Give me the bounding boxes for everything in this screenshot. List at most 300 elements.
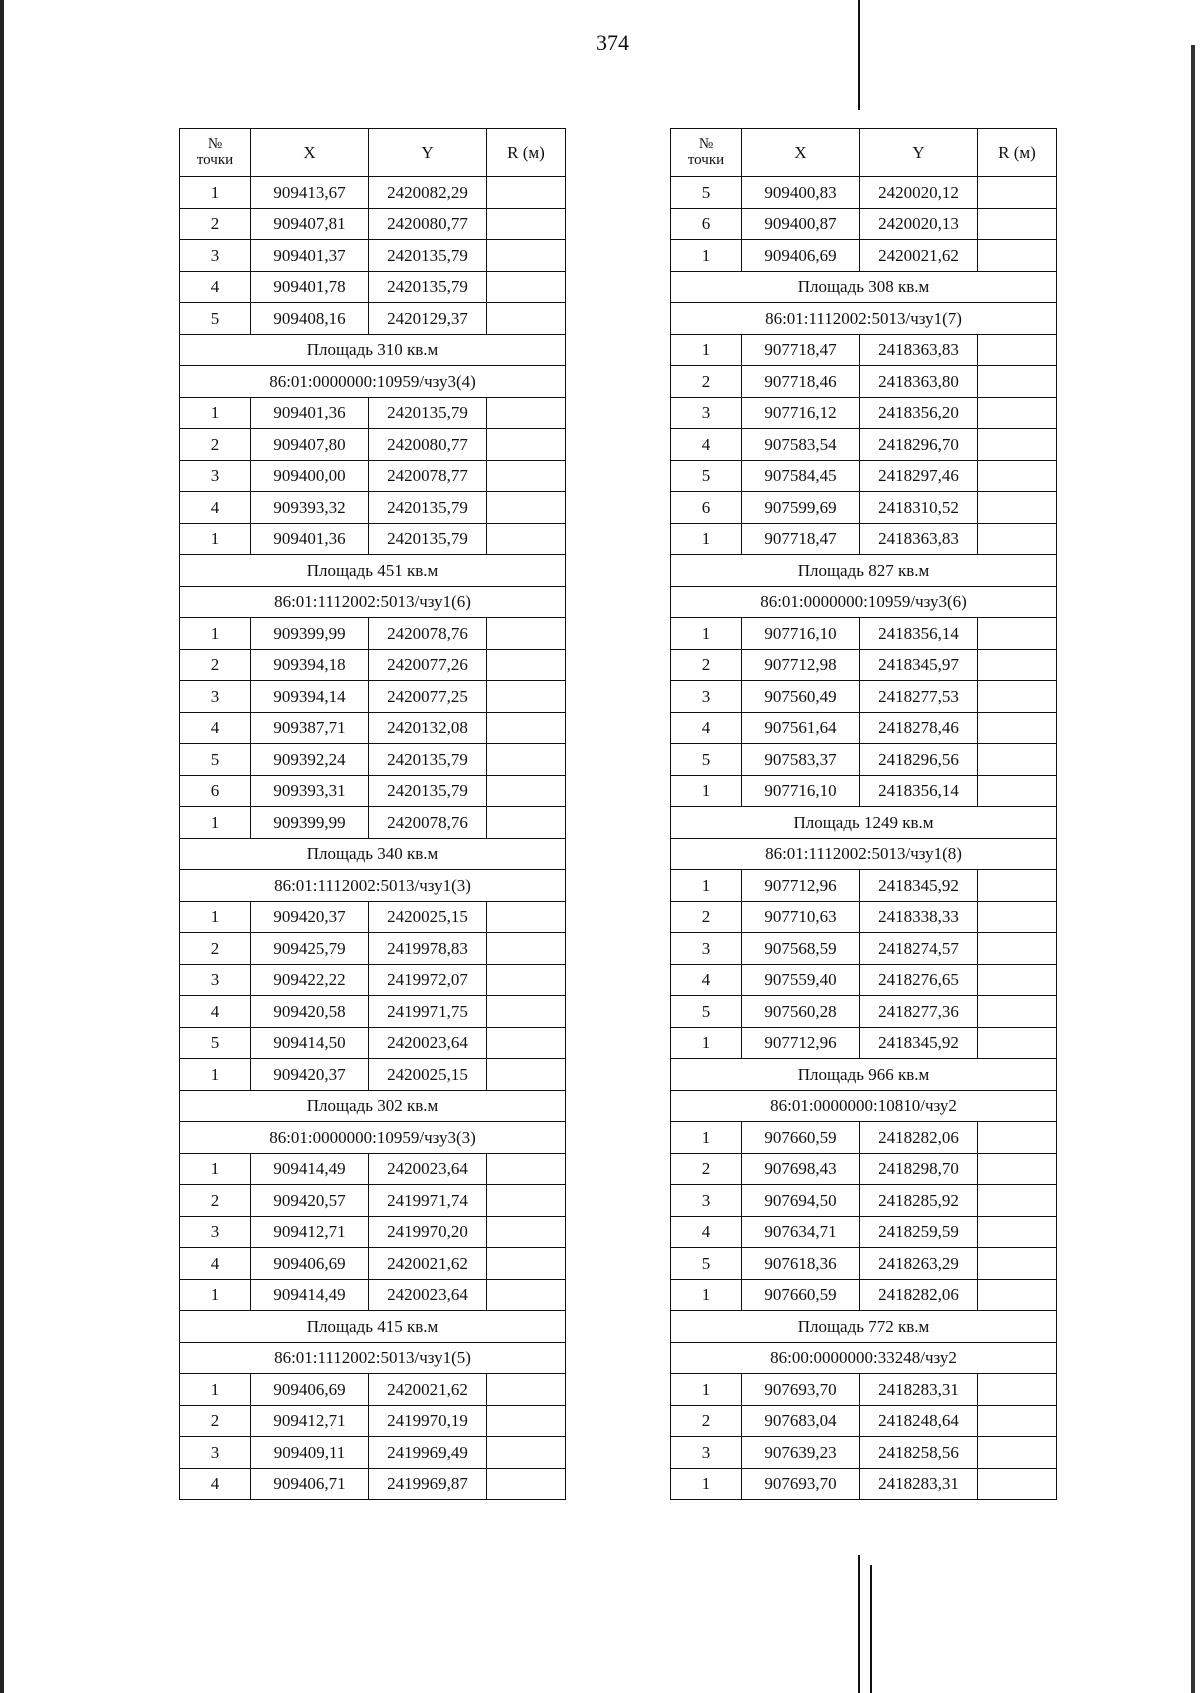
point-no-cell: 2 <box>671 366 742 398</box>
x-cell: 907718,46 <box>742 366 860 398</box>
y-cell: 2420025,15 <box>369 1059 487 1091</box>
section-label: Площадь 302 кв.м <box>180 1090 566 1122</box>
table-row <box>671 208 1057 240</box>
r-cell <box>978 177 1057 209</box>
point-no-cell: 1 <box>671 334 742 366</box>
table-row <box>671 649 1057 681</box>
r-cell <box>978 712 1057 744</box>
x-cell: 907583,54 <box>742 429 860 461</box>
x-cell: 909407,81 <box>251 208 369 240</box>
table-row <box>671 744 1057 776</box>
point-no-cell: 2 <box>671 901 742 933</box>
point-no-cell: 1 <box>671 1027 742 1059</box>
point-no-cell: 4 <box>180 1248 251 1280</box>
table-row <box>180 1279 566 1311</box>
section-label: 86:01:1112002:5013/чзу1(6) <box>180 586 566 618</box>
x-cell: 907639,23 <box>742 1437 860 1469</box>
x-cell: 909406,69 <box>251 1374 369 1406</box>
x-cell: 907584,45 <box>742 460 860 492</box>
table-row <box>671 870 1057 902</box>
r-cell <box>487 271 566 303</box>
table-section-row <box>180 586 566 618</box>
table-section-row <box>671 271 1057 303</box>
table-section-row <box>180 1090 566 1122</box>
table-row <box>671 712 1057 744</box>
y-cell: 2418356,20 <box>860 397 978 429</box>
x-cell: 907712,96 <box>742 870 860 902</box>
r-cell <box>978 366 1057 398</box>
x-cell: 909420,37 <box>251 901 369 933</box>
y-cell: 2418363,83 <box>860 523 978 555</box>
x-cell: 909422,22 <box>251 964 369 996</box>
point-no-cell: 3 <box>180 1437 251 1469</box>
table-row <box>180 1059 566 1091</box>
binding-line-bottom <box>858 1555 860 1693</box>
header-x: X <box>742 129 860 177</box>
y-cell: 2418276,65 <box>860 964 978 996</box>
table-row <box>180 901 566 933</box>
y-cell: 2420023,64 <box>369 1027 487 1059</box>
table-row <box>180 1185 566 1217</box>
point-no-cell: 1 <box>671 1279 742 1311</box>
point-no-cell: 1 <box>180 901 251 933</box>
x-cell: 909420,57 <box>251 1185 369 1217</box>
table-row <box>671 964 1057 996</box>
r-cell <box>978 1437 1057 1469</box>
header-row <box>180 129 566 177</box>
table-section-row <box>671 807 1057 839</box>
x-cell: 907683,04 <box>742 1405 860 1437</box>
x-cell: 909401,78 <box>251 271 369 303</box>
r-cell <box>978 1185 1057 1217</box>
x-cell: 909394,14 <box>251 681 369 713</box>
y-cell: 2418282,06 <box>860 1279 978 1311</box>
point-no-cell: 1 <box>180 1153 251 1185</box>
header-r: R (м) <box>487 129 566 177</box>
section-label: 86:01:1112002:5013/чзу1(5) <box>180 1342 566 1374</box>
point-no-cell: 5 <box>180 1027 251 1059</box>
x-cell: 907560,49 <box>742 681 860 713</box>
y-cell: 2418248,64 <box>860 1405 978 1437</box>
r-cell <box>978 429 1057 461</box>
point-no-cell: 1 <box>671 775 742 807</box>
table-row <box>671 681 1057 713</box>
x-cell: 909399,99 <box>251 618 369 650</box>
table-section-row <box>671 838 1057 870</box>
x-cell: 909413,67 <box>251 177 369 209</box>
header-row <box>671 129 1057 177</box>
y-cell: 2420020,13 <box>860 208 978 240</box>
r-cell <box>487 492 566 524</box>
x-cell: 909393,31 <box>251 775 369 807</box>
y-cell: 2418310,52 <box>860 492 978 524</box>
y-cell: 2419972,07 <box>369 964 487 996</box>
y-cell: 2420021,62 <box>369 1248 487 1280</box>
y-cell: 2420135,79 <box>369 744 487 776</box>
r-cell <box>978 870 1057 902</box>
header-no-label: точки <box>196 151 234 168</box>
r-cell <box>487 712 566 744</box>
table-row <box>180 996 566 1028</box>
table-row <box>671 1437 1057 1469</box>
r-cell <box>978 208 1057 240</box>
point-no-cell: 1 <box>180 1374 251 1406</box>
table-row <box>180 933 566 965</box>
section-label: Площадь 308 кв.м <box>671 271 1057 303</box>
r-cell <box>487 177 566 209</box>
x-cell: 909414,50 <box>251 1027 369 1059</box>
r-cell <box>487 523 566 555</box>
x-cell: 909420,58 <box>251 996 369 1028</box>
x-cell: 907693,70 <box>742 1374 860 1406</box>
table-row <box>671 334 1057 366</box>
left-coordinates-table <box>179 128 566 1500</box>
table-row <box>671 1216 1057 1248</box>
x-cell: 907693,70 <box>742 1468 860 1500</box>
y-cell: 2418345,92 <box>860 1027 978 1059</box>
table-row <box>180 429 566 461</box>
r-cell <box>487 208 566 240</box>
y-cell: 2420077,25 <box>369 681 487 713</box>
x-cell: 909400,83 <box>742 177 860 209</box>
section-label: Площадь 310 кв.м <box>180 334 566 366</box>
table-row <box>671 1279 1057 1311</box>
point-no-cell: 2 <box>180 1185 251 1217</box>
y-cell: 2418356,14 <box>860 775 978 807</box>
r-cell <box>487 1279 566 1311</box>
point-no-cell: 3 <box>180 964 251 996</box>
x-cell: 909399,99 <box>251 807 369 839</box>
scan-right-edge <box>1191 45 1195 1693</box>
table-row <box>180 744 566 776</box>
y-cell: 2420082,29 <box>369 177 487 209</box>
point-no-cell: 3 <box>180 681 251 713</box>
point-no-cell: 5 <box>671 1248 742 1280</box>
table-row <box>180 775 566 807</box>
r-cell <box>978 649 1057 681</box>
table-section-row <box>671 303 1057 335</box>
table-row <box>671 1185 1057 1217</box>
x-cell: 907716,10 <box>742 618 860 650</box>
x-cell: 907698,43 <box>742 1153 860 1185</box>
table-row <box>180 1248 566 1280</box>
table-row <box>671 460 1057 492</box>
r-cell <box>487 397 566 429</box>
y-cell: 2418363,80 <box>860 366 978 398</box>
y-cell: 2420132,08 <box>369 712 487 744</box>
point-no-cell: 5 <box>180 744 251 776</box>
x-cell: 907599,69 <box>742 492 860 524</box>
table-row <box>180 681 566 713</box>
table-row <box>671 1374 1057 1406</box>
point-no-cell: 1 <box>671 523 742 555</box>
table-row <box>180 1153 566 1185</box>
x-cell: 909387,71 <box>251 712 369 744</box>
point-no-cell: 2 <box>671 649 742 681</box>
y-cell: 2418356,14 <box>860 618 978 650</box>
y-cell: 2418278,46 <box>860 712 978 744</box>
y-cell: 2420023,64 <box>369 1153 487 1185</box>
table-row <box>671 366 1057 398</box>
point-no-cell: 2 <box>671 1153 742 1185</box>
x-cell: 907718,47 <box>742 334 860 366</box>
y-cell: 2420135,79 <box>369 240 487 272</box>
header-no-symbol: № <box>698 135 714 152</box>
section-label: 86:01:1112002:5013/чзу1(7) <box>671 303 1057 335</box>
point-no-cell: 3 <box>671 397 742 429</box>
point-no-cell: 1 <box>180 177 251 209</box>
r-cell <box>978 933 1057 965</box>
point-no-cell: 4 <box>180 1468 251 1500</box>
point-no-cell: 5 <box>671 177 742 209</box>
y-cell: 2420078,76 <box>369 618 487 650</box>
table-row <box>671 618 1057 650</box>
point-no-cell: 4 <box>180 492 251 524</box>
point-no-cell: 6 <box>671 492 742 524</box>
right-coordinates-table <box>670 128 1057 1500</box>
point-no-cell: 3 <box>671 681 742 713</box>
r-cell <box>487 775 566 807</box>
r-cell <box>978 775 1057 807</box>
r-cell <box>978 996 1057 1028</box>
table-row <box>671 901 1057 933</box>
r-cell <box>978 1027 1057 1059</box>
x-cell: 909412,71 <box>251 1405 369 1437</box>
section-label: Площадь 340 кв.м <box>180 838 566 870</box>
r-cell <box>978 744 1057 776</box>
table-row <box>671 933 1057 965</box>
table-row <box>180 240 566 272</box>
table-section-row <box>671 1311 1057 1343</box>
x-cell: 909414,49 <box>251 1153 369 1185</box>
y-cell: 2420129,37 <box>369 303 487 335</box>
r-cell <box>487 1374 566 1406</box>
table-row <box>180 964 566 996</box>
table-section-row <box>671 555 1057 587</box>
table-row <box>180 460 566 492</box>
x-cell: 907618,36 <box>742 1248 860 1280</box>
point-no-cell: 1 <box>180 523 251 555</box>
r-cell <box>487 1059 566 1091</box>
table-row <box>671 1027 1057 1059</box>
point-no-cell: 3 <box>671 933 742 965</box>
table-section-row <box>180 838 566 870</box>
y-cell: 2420080,77 <box>369 429 487 461</box>
header-point-no <box>671 129 742 177</box>
point-no-cell: 2 <box>180 933 251 965</box>
table-row <box>671 1405 1057 1437</box>
table-row <box>671 429 1057 461</box>
r-cell <box>978 492 1057 524</box>
y-cell: 2418296,70 <box>860 429 978 461</box>
r-cell <box>487 681 566 713</box>
table-row <box>180 492 566 524</box>
r-cell <box>487 964 566 996</box>
r-cell <box>487 933 566 965</box>
x-cell: 909401,36 <box>251 523 369 555</box>
section-label: 86:01:0000000:10810/чзу2 <box>671 1090 1057 1122</box>
table-row <box>671 775 1057 807</box>
section-label: Площадь 451 кв.м <box>180 555 566 587</box>
r-cell <box>978 334 1057 366</box>
table-section-row <box>671 1342 1057 1374</box>
x-cell: 907710,63 <box>742 901 860 933</box>
x-cell: 907583,37 <box>742 744 860 776</box>
point-no-cell: 2 <box>180 649 251 681</box>
table-section-row <box>180 366 566 398</box>
x-cell: 909414,49 <box>251 1279 369 1311</box>
table-row <box>180 1216 566 1248</box>
section-label: Площадь 772 кв.м <box>671 1311 1057 1343</box>
x-cell: 907561,64 <box>742 712 860 744</box>
header-point-no <box>180 129 251 177</box>
y-cell: 2418285,92 <box>860 1185 978 1217</box>
point-no-cell: 1 <box>180 397 251 429</box>
x-cell: 909409,11 <box>251 1437 369 1469</box>
table-row <box>180 271 566 303</box>
r-cell <box>487 460 566 492</box>
table-row <box>180 1405 566 1437</box>
y-cell: 2420078,76 <box>369 807 487 839</box>
x-cell: 909392,24 <box>251 744 369 776</box>
y-cell: 2418283,31 <box>860 1374 978 1406</box>
table-row <box>180 177 566 209</box>
table-row <box>671 1248 1057 1280</box>
r-cell <box>978 240 1057 272</box>
r-cell <box>487 1185 566 1217</box>
x-cell: 909393,32 <box>251 492 369 524</box>
point-no-cell: 4 <box>671 964 742 996</box>
y-cell: 2419970,19 <box>369 1405 487 1437</box>
section-label: 86:01:0000000:10959/чзу3(4) <box>180 366 566 398</box>
x-cell: 907694,50 <box>742 1185 860 1217</box>
table-row <box>671 1468 1057 1500</box>
section-label: 86:01:0000000:10959/чзу3(3) <box>180 1122 566 1154</box>
x-cell: 907560,28 <box>742 996 860 1028</box>
point-no-cell: 3 <box>180 1216 251 1248</box>
point-no-cell: 1 <box>671 1122 742 1154</box>
table-row <box>180 1468 566 1500</box>
point-no-cell: 2 <box>180 429 251 461</box>
y-cell: 2418345,92 <box>860 870 978 902</box>
x-cell: 907716,12 <box>742 397 860 429</box>
y-cell: 2419978,83 <box>369 933 487 965</box>
table-row <box>180 1437 566 1469</box>
x-cell: 909406,69 <box>742 240 860 272</box>
table-row <box>671 1153 1057 1185</box>
x-cell: 907660,59 <box>742 1279 860 1311</box>
y-cell: 2419971,75 <box>369 996 487 1028</box>
x-cell: 907712,98 <box>742 649 860 681</box>
point-no-cell: 2 <box>180 208 251 240</box>
y-cell: 2418282,06 <box>860 1122 978 1154</box>
r-cell <box>487 1027 566 1059</box>
r-cell <box>487 807 566 839</box>
point-no-cell: 1 <box>180 618 251 650</box>
point-no-cell: 4 <box>671 1216 742 1248</box>
x-cell: 907718,47 <box>742 523 860 555</box>
x-cell: 909401,37 <box>251 240 369 272</box>
point-no-cell: 6 <box>180 775 251 807</box>
point-no-cell: 4 <box>180 712 251 744</box>
table-section-row <box>180 1342 566 1374</box>
x-cell: 907712,96 <box>742 1027 860 1059</box>
x-cell: 907559,40 <box>742 964 860 996</box>
r-cell <box>978 901 1057 933</box>
point-no-cell: 3 <box>180 240 251 272</box>
header-no-label: точки <box>687 151 725 168</box>
r-cell <box>978 964 1057 996</box>
binding-line-top <box>858 0 860 110</box>
y-cell: 2420135,79 <box>369 397 487 429</box>
x-cell: 909394,18 <box>251 649 369 681</box>
section-label: Площадь 966 кв.м <box>671 1059 1057 1091</box>
r-cell <box>978 1122 1057 1154</box>
section-label: 86:01:1112002:5013/чзу1(3) <box>180 870 566 902</box>
table-row <box>180 523 566 555</box>
y-cell: 2420078,77 <box>369 460 487 492</box>
x-cell: 909406,71 <box>251 1468 369 1500</box>
header-r: R (м) <box>978 129 1057 177</box>
r-cell <box>487 1153 566 1185</box>
r-cell <box>487 1248 566 1280</box>
y-cell: 2420023,64 <box>369 1279 487 1311</box>
table-section-row <box>671 586 1057 618</box>
r-cell <box>487 996 566 1028</box>
x-cell: 907568,59 <box>742 933 860 965</box>
point-no-cell: 1 <box>180 1279 251 1311</box>
y-cell: 2418277,53 <box>860 681 978 713</box>
point-no-cell: 1 <box>671 1468 742 1500</box>
y-cell: 2418259,59 <box>860 1216 978 1248</box>
point-no-cell: 4 <box>180 996 251 1028</box>
table-section-row <box>180 555 566 587</box>
table-row <box>180 1027 566 1059</box>
y-cell: 2418263,29 <box>860 1248 978 1280</box>
r-cell <box>487 303 566 335</box>
point-no-cell: 1 <box>671 1374 742 1406</box>
y-cell: 2418363,83 <box>860 334 978 366</box>
r-cell <box>978 397 1057 429</box>
y-cell: 2419971,74 <box>369 1185 487 1217</box>
y-cell: 2419969,49 <box>369 1437 487 1469</box>
point-no-cell: 1 <box>180 1059 251 1091</box>
page-number: 374 <box>596 30 629 55</box>
table-row <box>671 177 1057 209</box>
r-cell <box>487 1468 566 1500</box>
r-cell <box>487 429 566 461</box>
point-no-cell: 3 <box>671 1185 742 1217</box>
y-cell: 2420135,79 <box>369 775 487 807</box>
y-cell: 2420020,12 <box>860 177 978 209</box>
point-no-cell: 5 <box>671 460 742 492</box>
table-row <box>671 240 1057 272</box>
x-cell: 907716,10 <box>742 775 860 807</box>
header-y: Y <box>860 129 978 177</box>
r-cell <box>978 1248 1057 1280</box>
table-row <box>671 492 1057 524</box>
scan-left-edge <box>0 0 4 1693</box>
point-no-cell: 2 <box>671 1405 742 1437</box>
point-no-cell: 4 <box>180 271 251 303</box>
table-row <box>671 397 1057 429</box>
header-y: Y <box>369 129 487 177</box>
table-row <box>180 807 566 839</box>
point-no-cell: 2 <box>180 1405 251 1437</box>
section-label: 86:01:0000000:10959/чзу3(6) <box>671 586 1057 618</box>
r-cell <box>978 1405 1057 1437</box>
table-row <box>180 208 566 240</box>
